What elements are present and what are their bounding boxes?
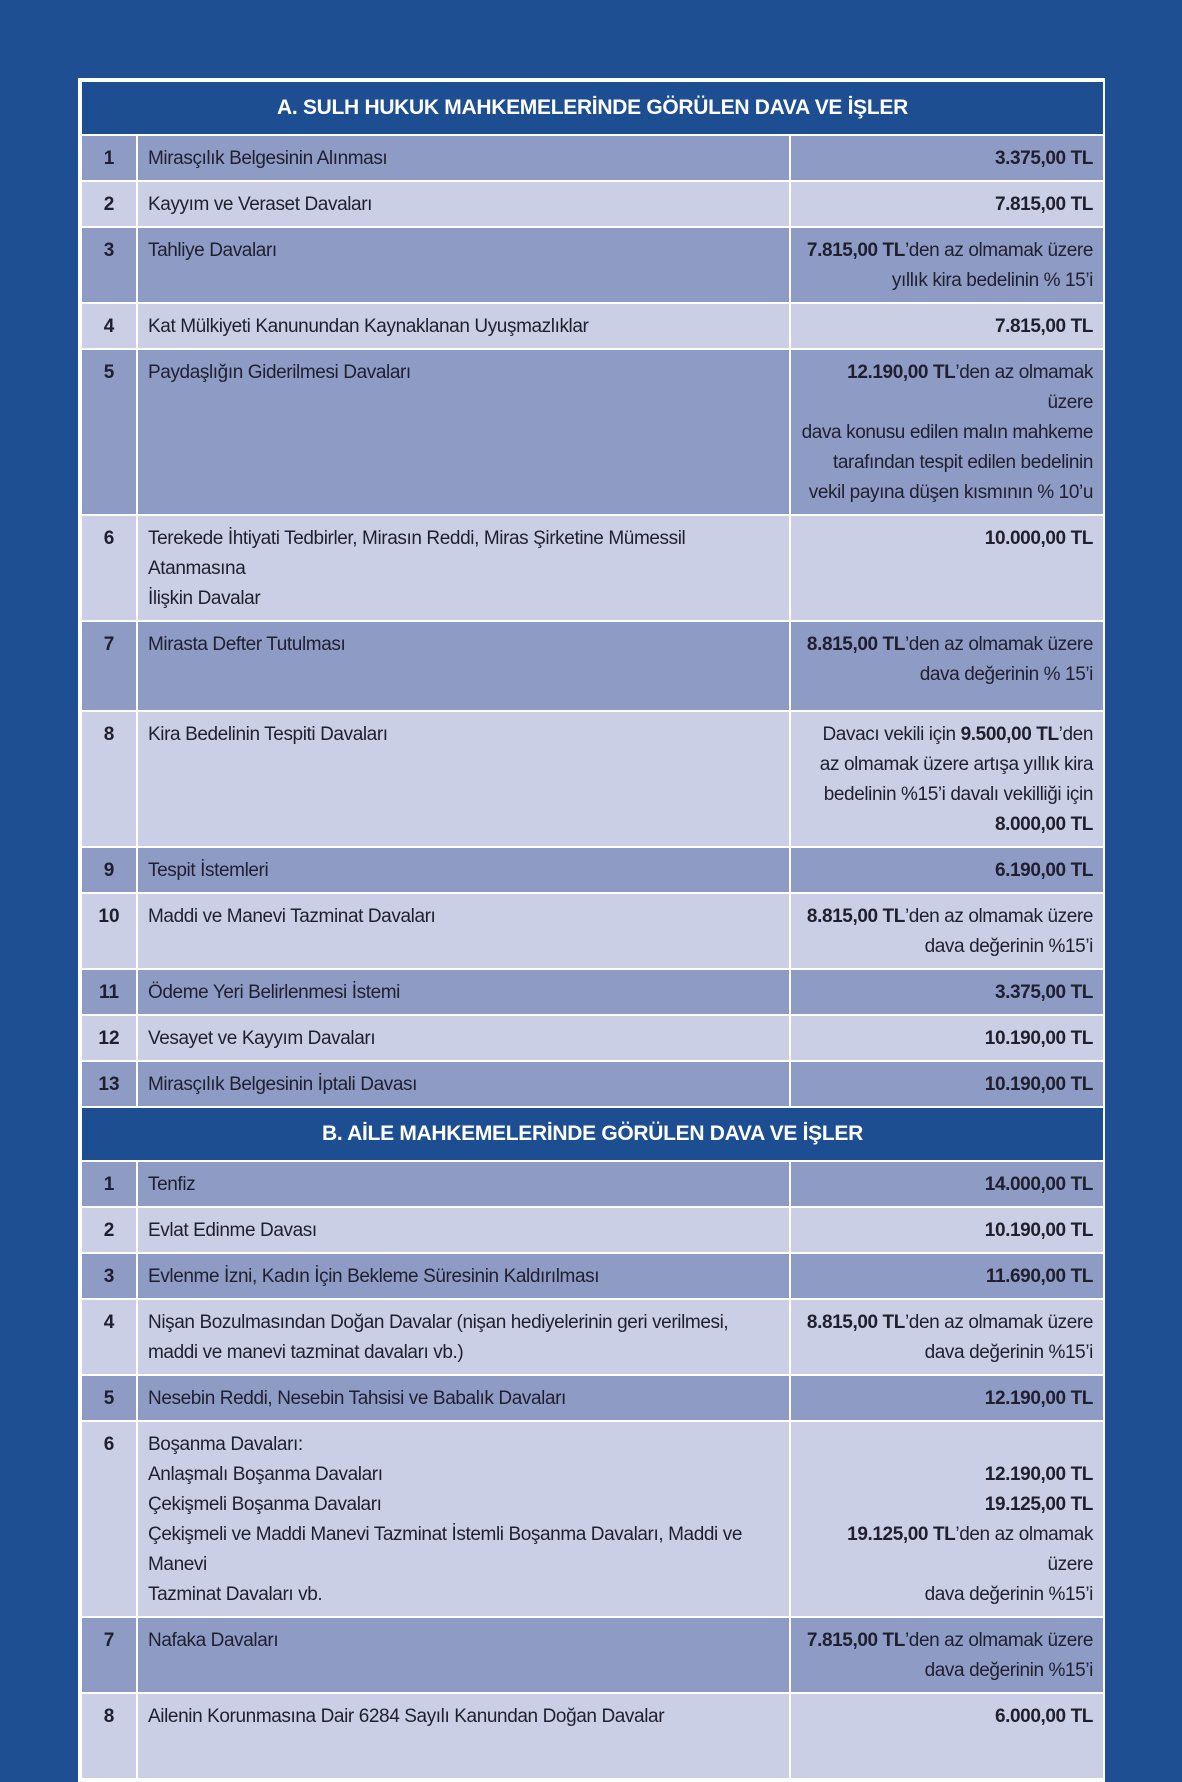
fee-text: dava konusu edilen malın mahkeme (801, 422, 1093, 443)
table-row (81, 1253, 1104, 1299)
description-line: Tazminat Davaları vb. (148, 1584, 323, 1605)
row-fee (790, 349, 1104, 515)
row-description (137, 181, 790, 227)
fee-amount: 14.000,00 TL (984, 1174, 1093, 1195)
row-number: 6 (81, 515, 137, 621)
table-row (81, 303, 1104, 349)
row-number: 9 (81, 847, 137, 893)
row-number: 8 (81, 711, 137, 847)
row-fee (790, 711, 1104, 847)
description-line: Mirasçılık Belgesinin Alınması (148, 148, 388, 169)
fee-amount: 10.190,00 TL (984, 1028, 1093, 1049)
table-row (81, 621, 1104, 711)
row-fee (790, 1253, 1104, 1299)
row-description (137, 135, 790, 181)
row-number: 6 (81, 1421, 137, 1617)
fee-text: dava değerinin %15’i (924, 1342, 1093, 1363)
fee-line (799, 448, 1093, 478)
description-line: Tahliye Davaları (148, 240, 277, 261)
fee-text: ’den (1058, 724, 1093, 745)
row-fee (790, 303, 1104, 349)
table-row (81, 1299, 1104, 1375)
description-line: Boşanma Davaları: (148, 1434, 303, 1455)
row-description (137, 1253, 790, 1299)
row-description (137, 349, 790, 515)
fee-line (799, 1308, 1093, 1338)
fee-line (799, 1430, 1093, 1460)
row-number: 2 (81, 1207, 137, 1253)
row-fee (790, 135, 1104, 181)
row-number: 12 (81, 1015, 137, 1061)
row-number: 7 (81, 621, 137, 711)
fee-text: ’den az olmamak üzere (904, 906, 1093, 927)
section-header-row (81, 1107, 1104, 1161)
row-fee (790, 181, 1104, 227)
row-fee (790, 1161, 1104, 1207)
table-row (81, 1207, 1104, 1253)
fee-table (80, 80, 1105, 1780)
table-row (81, 181, 1104, 227)
row-description (137, 893, 790, 969)
table-row (81, 1061, 1104, 1107)
fee-line (799, 236, 1093, 266)
fee-amount: 8.815,00 TL (806, 906, 905, 927)
table-row (81, 515, 1104, 621)
description-line: İlişkin Davalar (148, 588, 261, 609)
fee-line (799, 1216, 1093, 1246)
row-number: 3 (81, 1253, 137, 1299)
table-row (81, 1015, 1104, 1061)
fee-line (799, 780, 1093, 810)
description-line: Ailenin Korunmasına Dair 6284 Sayılı Kanundan Doğan Davalar (148, 1706, 665, 1727)
fee-amount: 7.815,00 TL (994, 194, 1093, 215)
fee-line (799, 1626, 1093, 1656)
description-line: Terekede İhtiyati Tedbirler, Mirasın Reddi, Miras Şirketine Mümessil Atanmasına (148, 528, 686, 579)
table-row (81, 1617, 1104, 1693)
fee-line (799, 1338, 1093, 1368)
section-header-row (81, 81, 1104, 135)
row-number: 1 (81, 1161, 137, 1207)
row-description (137, 1161, 790, 1207)
row-number: 10 (81, 893, 137, 969)
fee-line (799, 1024, 1093, 1054)
row-description (137, 303, 790, 349)
fee-amount: 3.375,00 TL (994, 148, 1093, 169)
fee-line (799, 1070, 1093, 1100)
fee-line (799, 932, 1093, 962)
description-line: Mirasta Defter Tutulması (148, 634, 346, 655)
section-title: A. SULH HUKUK MAHKEMELERİNDE GÖRÜLEN DAVA VE İŞLER (81, 81, 1104, 135)
fee-line (799, 312, 1093, 342)
fee-text: ’den az olmamak üzere (955, 362, 1093, 413)
fee-text: Davacı vekili için (822, 724, 961, 745)
fee-amount: 12.190,00 TL (847, 362, 956, 383)
fee-text: dava değerinin %15’i (924, 1584, 1093, 1605)
fee-tariff-table (78, 78, 1105, 1782)
fee-amount: 10.190,00 TL (984, 1220, 1093, 1241)
fee-line (799, 1656, 1093, 1686)
fee-text: vekil payına düşen kısmının % 10’u (808, 482, 1093, 503)
fee-amount: 12.190,00 TL (984, 1464, 1093, 1485)
row-number: 5 (81, 1375, 137, 1421)
fee-amount: 12.190,00 TL (984, 1388, 1093, 1409)
row-fee (790, 1617, 1104, 1693)
row-description (137, 1617, 790, 1693)
table-row (81, 893, 1104, 969)
fee-line (799, 750, 1093, 780)
description-line: Kira Bedelinin Tespiti Davaları (148, 724, 388, 745)
fee-line (799, 478, 1093, 508)
fee-text: dava değerinin % 15’i (919, 664, 1093, 685)
fee-text: dava değerinin %15’i (924, 1660, 1093, 1681)
fee-line (799, 1384, 1093, 1414)
table-row (81, 711, 1104, 847)
fee-amount: 19.125,00 TL (984, 1494, 1093, 1515)
description-line: Tespit İstemleri (148, 860, 269, 881)
table-row (81, 135, 1104, 181)
row-number: 8 (81, 1693, 137, 1779)
fee-line (799, 190, 1093, 220)
row-number: 13 (81, 1061, 137, 1107)
row-description (137, 1421, 790, 1617)
row-description (137, 621, 790, 711)
table-row (81, 847, 1104, 893)
fee-line (799, 856, 1093, 886)
row-fee (790, 969, 1104, 1015)
description-line: Evlenme İzni, Kadın İçin Bekleme Süresinin Kaldırılması (148, 1266, 600, 1287)
row-fee (790, 1693, 1104, 1779)
fee-amount: 7.815,00 TL (806, 240, 905, 261)
row-description (137, 1299, 790, 1375)
row-description (137, 1375, 790, 1421)
fee-amount: 11.690,00 TL (985, 1266, 1093, 1287)
row-description (137, 711, 790, 847)
fee-amount: 8.815,00 TL (806, 1312, 905, 1333)
table-row (81, 227, 1104, 303)
fee-line (799, 1520, 1093, 1580)
fee-text: ’den az olmamak üzere (955, 1524, 1093, 1575)
row-description (137, 227, 790, 303)
fee-line (799, 720, 1093, 750)
description-line: Çekişmeli Boşanma Davaları (148, 1494, 382, 1515)
description-line: Çekişmeli ve Maddi Manevi Tazminat İstemli Boşanma Davaları, Maddi ve Manevi (148, 1524, 743, 1575)
description-line: Kat Mülkiyeti Kanunundan Kaynaklanan Uyuşmazlıklar (148, 316, 589, 337)
row-fee (790, 1421, 1104, 1617)
fee-line (799, 810, 1093, 840)
description-line: Nesebin Reddi, Nesebin Tahsisi ve Babalık Davaları (148, 1388, 566, 1409)
fee-text: ’den az olmamak üzere (904, 1630, 1093, 1651)
row-fee (790, 1207, 1104, 1253)
table-row (81, 969, 1104, 1015)
row-number: 5 (81, 349, 137, 515)
fee-text: yıllık kira bedelinin % 15’i (891, 270, 1093, 291)
fee-amount: 6.000,00 TL (994, 1706, 1093, 1727)
fee-amount: 19.125,00 TL (847, 1524, 956, 1545)
fee-amount: 9.500,00 TL (960, 724, 1059, 745)
description-line: Kayyım ve Veraset Davaları (148, 194, 373, 215)
fee-line (799, 660, 1093, 690)
fee-amount: 8.000,00 TL (994, 814, 1093, 835)
fee-amount: 6.190,00 TL (994, 860, 1093, 881)
fee-line (799, 1490, 1093, 1520)
row-fee (790, 847, 1104, 893)
fee-text: ’den az olmamak üzere (904, 240, 1093, 261)
row-number: 7 (81, 1617, 137, 1693)
section-title: B. AİLE MAHKEMELERİNDE GÖRÜLEN DAVA VE İŞLER (81, 1107, 1104, 1161)
row-description (137, 515, 790, 621)
row-fee (790, 1015, 1104, 1061)
row-description (137, 1015, 790, 1061)
description-line: Paydaşlığın Giderilmesi Davaları (148, 362, 411, 383)
row-fee (790, 227, 1104, 303)
description-line: Ödeme Yeri Belirlenmesi İstemi (148, 982, 400, 1003)
row-fee (790, 515, 1104, 621)
row-number: 1 (81, 135, 137, 181)
fee-line (799, 1170, 1093, 1200)
fee-line (799, 978, 1093, 1008)
fee-text: dava değerinin %15’i (924, 936, 1093, 957)
fee-text: bedelinin %15’i davalı vekilliği için (823, 784, 1093, 805)
fee-text: tarafından tespit edilen bedelinin (833, 452, 1093, 473)
fee-line (799, 1262, 1093, 1292)
fee-line (799, 144, 1093, 174)
fee-text: ’den az olmamak üzere (904, 1312, 1093, 1333)
fee-line (799, 418, 1093, 448)
table-row (81, 349, 1104, 515)
table-row (81, 1421, 1104, 1617)
fee-line (799, 630, 1093, 660)
fee-text: az olmamak üzere artışa yıllık kira (819, 754, 1093, 775)
table-row (81, 1375, 1104, 1421)
description-line: Tenfiz (148, 1174, 196, 1195)
description-line: Nafaka Davaları (148, 1630, 279, 1651)
row-description (137, 847, 790, 893)
row-description (137, 969, 790, 1015)
row-description (137, 1693, 790, 1779)
fee-amount: 7.815,00 TL (994, 316, 1093, 337)
row-number: 2 (81, 181, 137, 227)
fee-line (799, 358, 1093, 418)
fee-amount: 7.815,00 TL (806, 1630, 905, 1651)
fee-line (799, 266, 1093, 296)
fee-line (799, 1580, 1093, 1610)
fee-amount: 8.815,00 TL (806, 634, 905, 655)
description-line: Mirasçılık Belgesinin İptali Davası (148, 1074, 417, 1095)
description-line: Maddi ve Manevi Tazminat Davaları (148, 906, 436, 927)
fee-amount: 10.190,00 TL (984, 1074, 1093, 1095)
description-line: maddi ve manevi tazminat davaları vb.) (148, 1342, 464, 1363)
row-fee (790, 1299, 1104, 1375)
fee-line (799, 1702, 1093, 1732)
table-row (81, 1161, 1104, 1207)
fee-line (799, 1460, 1093, 1490)
row-fee (790, 1375, 1104, 1421)
fee-line (799, 524, 1093, 554)
fee-text: ’den az olmamak üzere (904, 634, 1093, 655)
fee-amount: 3.375,00 TL (994, 982, 1093, 1003)
row-fee (790, 1061, 1104, 1107)
fee-line (799, 902, 1093, 932)
row-fee (790, 893, 1104, 969)
description-line: Evlat Edinme Davası (148, 1220, 317, 1241)
row-number: 4 (81, 1299, 137, 1375)
description-line: Anlaşmalı Boşanma Davaları (148, 1464, 383, 1485)
description-line: Vesayet ve Kayyım Davaları (148, 1028, 376, 1049)
row-fee (790, 621, 1104, 711)
fee-amount: 10.000,00 TL (984, 528, 1093, 549)
row-description (137, 1207, 790, 1253)
row-number: 4 (81, 303, 137, 349)
table-row (81, 1693, 1104, 1779)
row-description (137, 1061, 790, 1107)
description-line: Nişan Bozulmasından Doğan Davalar (nişan hediyelerinin geri verilmesi, (148, 1312, 729, 1333)
row-number: 3 (81, 227, 137, 303)
row-number: 11 (81, 969, 137, 1015)
